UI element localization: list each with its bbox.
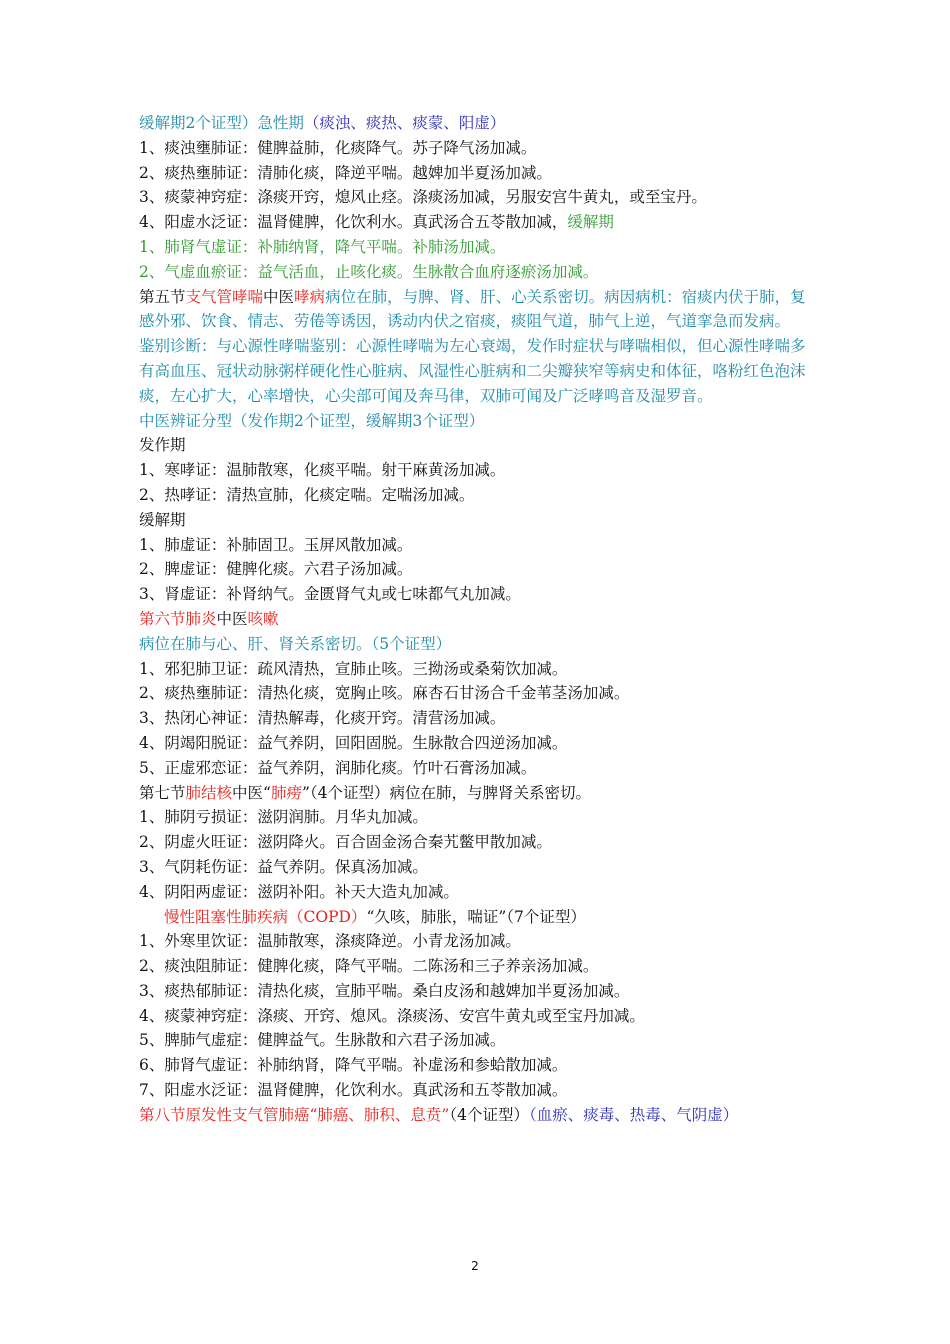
list-item: 5、脾肺气虚症：健脾益气。生脉散和六君子汤加减。 <box>139 1031 506 1050</box>
tcm-disease-name: 肺痨 <box>270 783 302 802</box>
document-page <box>139 111 807 1128</box>
list-item: 1、痰浊壅肺证：健脾益肺，化痰降气。苏子降气汤加减。 <box>139 138 537 157</box>
section-heading-acute <box>139 111 807 136</box>
list-item: 1、肺虚证：补肺固卫。玉屏风散加减。 <box>139 535 413 554</box>
list-item: 2、气虚血瘀证：益气活血，止咳化痰。生脉散合血府逐瘀汤加减。 <box>139 262 599 281</box>
list-item <box>139 210 807 235</box>
page-number: 2 <box>471 1259 479 1273</box>
list-item: 2、痰热壅肺证：清热化痰，宽胸止咳。麻杏石甘汤合千金苇茎汤加减。 <box>139 684 630 703</box>
list-item: 2、痰浊阻肺证：健脾化痰，降气平喘。二陈汤和三子养亲汤加减。 <box>139 957 599 976</box>
list-item: 2、痰热壅肺证：清肺化痰，降逆平喘。越婢加半夏汤加减。 <box>139 163 552 182</box>
remission-label: 缓解期 <box>567 213 614 232</box>
list-item: 2、脾虚证：健脾化痰。六君子汤加减。 <box>139 560 413 579</box>
list-item: 3、肾虚证：补肾纳气。金匮肾气丸或七味都气丸加减。 <box>139 585 521 604</box>
list-item: 3、痰热郁肺证：清热化痰，宣肺平喘。桑白皮汤和越婢加半夏汤加减。 <box>139 981 630 1000</box>
section-description: 病位在肺与心、肝、肾关系密切。（5个证型） <box>139 634 452 653</box>
list-item: 1、外寒里饮证：温肺散寒，涤痰降逆。小青龙汤加减。 <box>139 932 521 951</box>
copd-heading <box>139 905 807 930</box>
section-prefix: 第七节 <box>139 783 186 802</box>
list-item: 3、痰蒙神窍症：涤痰开窍，熄风止痉。涤痰汤加减，另服安宫牛黄丸，或至宝丹。 <box>139 188 707 207</box>
list-item: 6、肺肾气虚证：补肺纳肾，降气平喘。补虚汤和参蛤散加减。 <box>139 1056 568 1075</box>
tcm-disease-name: 咳嗽 <box>247 609 279 628</box>
section-6-heading <box>139 607 807 632</box>
list-item: 1、邪犯肺卫证：疏风清热，宣肺止咳。三拗汤或桑菊饮加减。 <box>139 659 568 678</box>
syndrome-count: （4个证型） <box>449 1105 529 1124</box>
list-item: 4、痰蒙神窍症：涤痰、开窍、熄风。涤痰汤、安宫牛黄丸或至宝丹加减。 <box>139 1006 645 1025</box>
disease-name: 慢性阻塞性肺疾病（COPD） <box>164 907 367 926</box>
section-5-intro <box>139 285 807 335</box>
syndrome-types: （血瘀、痰毒、热毒、气阴虚） <box>528 1105 739 1124</box>
list-item: 3、热闭心神证：清热解毒，化痰开窍。清营汤加减。 <box>139 709 506 728</box>
tcm-disease-name: 哮病 <box>294 287 326 306</box>
list-item: 5、正虚邪恋证：益气养阴，润肺化痰。竹叶石膏汤加减。 <box>139 758 537 777</box>
list-item: 2、热哮证：清热宣肺，化痰定喘。定喘汤加减。 <box>139 485 475 504</box>
list-item: 3、气阴耗伤证：益气养阴。保真汤加减。 <box>139 857 428 876</box>
list-item: 1、寒哮证：温肺散寒，化痰平喘。射干麻黄汤加减。 <box>139 461 506 480</box>
tcm-names: “久咳，肺胀，喘证”（7个证型） <box>366 907 586 926</box>
section-8-heading <box>139 1103 807 1128</box>
tcm-label: 中医 <box>216 609 248 628</box>
section-prefix: 第五节 <box>139 287 186 306</box>
list-item: 1、肺肾气虚证：补肺纳肾，降气平喘。补肺汤加减。 <box>139 237 506 256</box>
tcm-label: 中医“ <box>232 783 271 802</box>
subheading-remission: 缓解期 <box>139 510 186 529</box>
heading-types: （痰浊、痰热、痰蒙、阳虚） <box>303 114 506 132</box>
section-7-heading <box>139 781 807 806</box>
differential-diagnosis: 鉴别诊断：与心源性哮喘鉴别：心源性哮喘为左心衰竭，发作时症状与哮喘相似，但心源性哮喘多有高血压、冠状动脉粥样硬化性心脏病、风湿性心脏病和二尖瓣狭窄等病史和体征，咯粉红色泡沫痰，左心扩大，心率增快，心尖部可闻及奔马律，双肺可闻及广泛哮鸣音及湿罗音。 <box>139 337 806 405</box>
section-title: 第六节肺炎 <box>139 609 217 628</box>
list-item: 4、阴竭阳脱证：益气养阴，回阳固脱。生脉散合四逆汤加减。 <box>139 733 568 752</box>
tcm-label: 中医 <box>263 287 295 306</box>
disease-name: 支气管哮喘 <box>185 287 264 306</box>
subheading-attack: 发作期 <box>139 436 186 455</box>
list-item: 7、阳虚水泛证：温肾健脾，化饮利水。真武汤和五苓散加减。 <box>139 1081 568 1100</box>
list-item-text: 4、阳虚水泛证：温肾健脾，化饮利水。真武汤合五苓散加减， <box>139 213 568 232</box>
section-title: 第八节原发性支气管肺癌“肺癌、肺积、息贲” <box>139 1105 450 1124</box>
list-item: 1、肺阴亏损证：滋阴润肺。月华丸加减。 <box>139 808 428 827</box>
section-description: ”（4个证型）病位在肺，与脾肾关系密切。 <box>301 783 592 802</box>
heading-text: 缓解期2个证型）急性期 <box>139 114 304 132</box>
section-description: 病位在肺，与脾、肾、肝、心关系密切。病因病机：宿痰内伏于肺，复感外邪、饮食、情志、劳倦等诱因，诱动内伏之宿痰，痰阻气道，肺气上逆，气道挛急而发病。 <box>139 287 806 331</box>
list-item: 2、阴虚火旺证：滋阴降火。百合固金汤合秦艽鳖甲散加减。 <box>139 833 552 852</box>
syndrome-types-heading: 中医辨证分型（发作期2个证型，缓解期3个证型） <box>139 411 485 430</box>
disease-name: 肺结核 <box>185 783 233 802</box>
list-item: 4、阴阳两虚证：滋阴补阳。补天大造丸加减。 <box>139 882 459 901</box>
